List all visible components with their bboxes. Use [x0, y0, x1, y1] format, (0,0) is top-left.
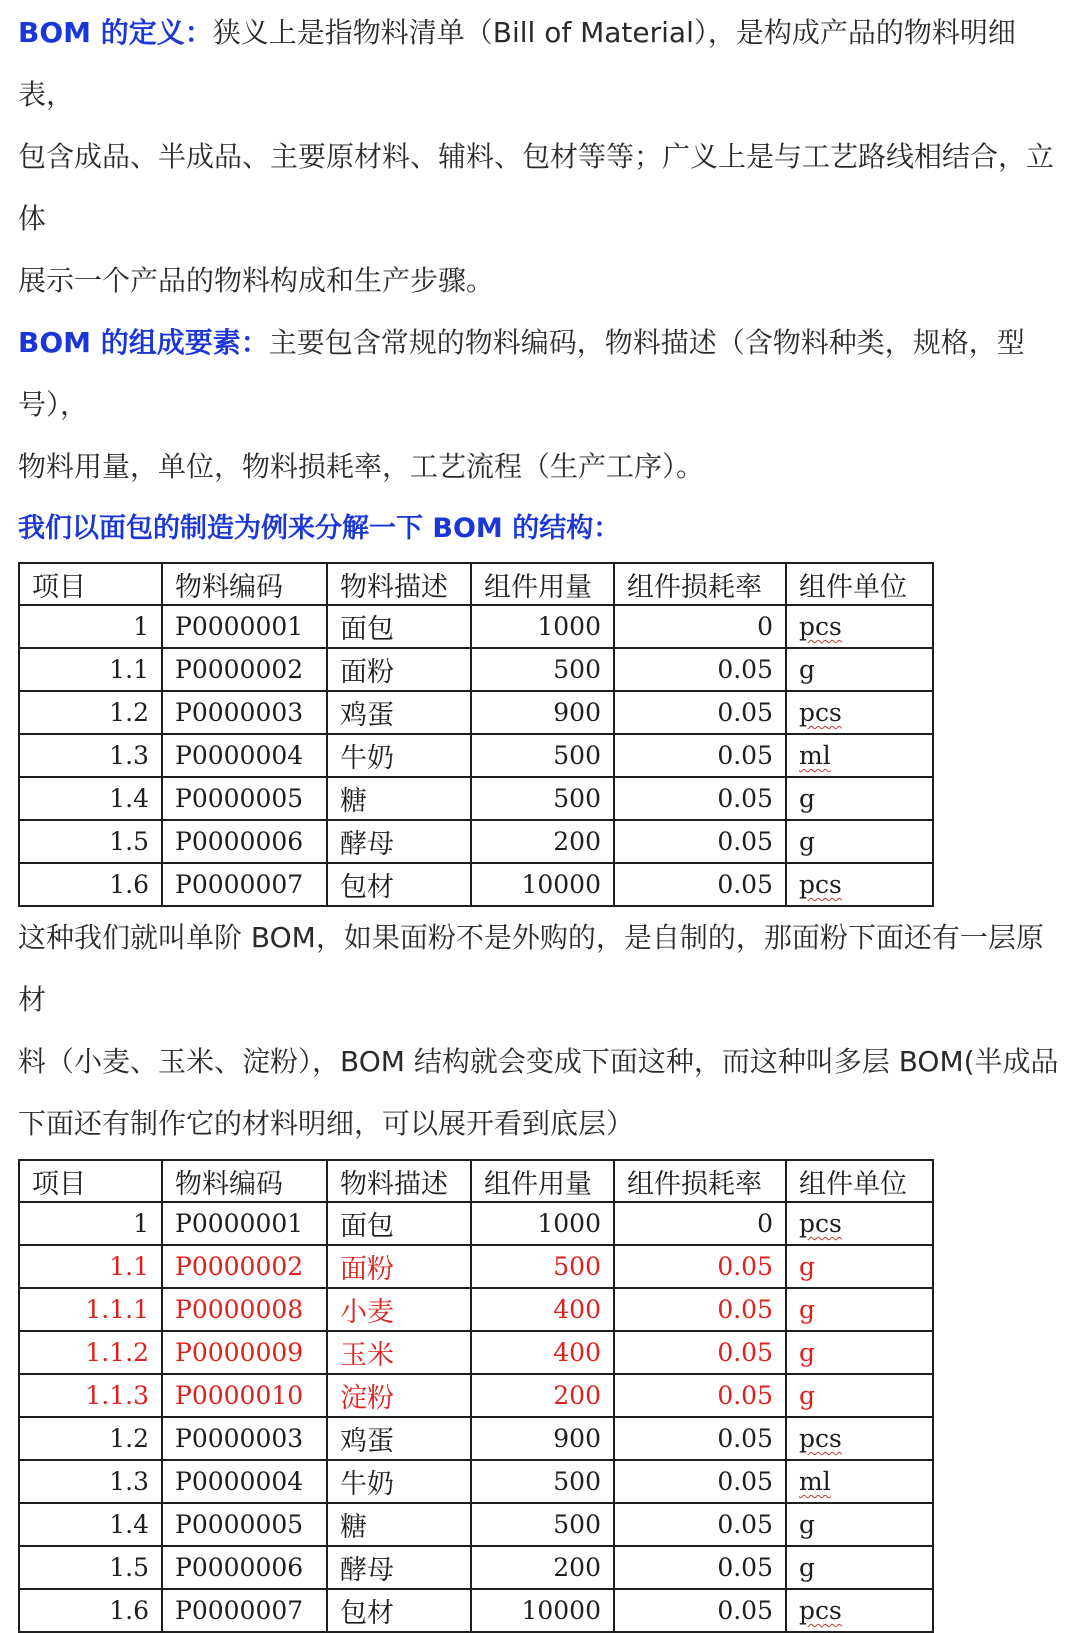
document-page: [18, 0, 1068, 1633]
cell-code-text: P0000002: [175, 655, 304, 684]
cell-unit-text: ml: [799, 1467, 831, 1496]
cell-desc: [327, 605, 471, 648]
cell-unit: [786, 1331, 933, 1374]
cell-unit: [786, 691, 933, 734]
multi-level-bom-table: [18, 1159, 934, 1633]
cell-item-text: 1.4: [109, 784, 149, 813]
cell-loss-text: 0.05: [717, 1295, 773, 1324]
definition-label: BOM 的定义：: [18, 16, 213, 49]
cell-qty: [471, 1460, 614, 1503]
cell-item-text: 1.6: [109, 1596, 149, 1625]
elements-label: BOM 的组成要素：: [18, 326, 269, 359]
table-row: [19, 1288, 933, 1331]
cell-qty-text: 1000: [537, 1209, 601, 1238]
cell-unit-text: pcs: [799, 612, 842, 641]
cell-unit: [786, 734, 933, 777]
table-row: [19, 691, 933, 734]
cell-code-text: P0000007: [175, 1596, 304, 1625]
cell-qty: [471, 734, 614, 777]
cell-desc: [327, 1460, 471, 1503]
cell-loss: [614, 1202, 786, 1245]
cell-qty-text: 10000: [521, 870, 601, 899]
cell-qty-text: 200: [553, 827, 601, 856]
cell-loss-text: 0: [757, 612, 773, 641]
cell-item-text: 1.1.2: [85, 1338, 149, 1367]
cell-qty: [471, 820, 614, 863]
header-desc: 物料描述: [327, 1160, 471, 1202]
table-row: [19, 734, 933, 777]
cell-qty: [471, 648, 614, 691]
cell-item: [19, 1460, 162, 1503]
cell-desc: [327, 1589, 471, 1632]
cell-qty: [471, 1417, 614, 1460]
cell-item-text: 1.2: [109, 1424, 149, 1453]
cell-loss-text: 0.05: [717, 698, 773, 727]
cell-code-text: P0000003: [175, 1424, 304, 1453]
cell-desc-text: 鸡蛋: [340, 700, 394, 731]
cell-unit-text: g: [799, 655, 816, 684]
multi-level-line-2: 料（小麦、玉米、淀粉），BOM 结构就会变成下面这种，而这种叫多层 BOM(半成品: [18, 1045, 1059, 1078]
cell-desc: [327, 1374, 471, 1417]
cell-loss: [614, 1245, 786, 1288]
cell-loss: [614, 777, 786, 820]
cell-loss: [614, 734, 786, 777]
cell-item: [19, 1288, 162, 1331]
cell-desc-text: 面包: [340, 614, 394, 645]
cell-unit-text: pcs: [799, 1209, 842, 1238]
cell-item-text: 1.2: [109, 698, 149, 727]
cell-code: [162, 1288, 327, 1331]
cell-desc-text: 鸡蛋: [340, 1426, 394, 1457]
cell-loss-text: 0.05: [717, 827, 773, 856]
cell-code: [162, 691, 327, 734]
cell-desc: [327, 1245, 471, 1288]
cell-code: [162, 648, 327, 691]
cell-desc: [327, 648, 471, 691]
cell-qty: [471, 1245, 614, 1288]
cell-desc-text: 面粉: [340, 1254, 394, 1285]
table-row: [19, 1202, 933, 1245]
cell-desc-text: 牛奶: [340, 1469, 394, 1500]
cell-unit: [786, 648, 933, 691]
cell-qty-text: 400: [553, 1295, 601, 1324]
cell-code: [162, 1374, 327, 1417]
cell-code: [162, 1245, 327, 1288]
cell-qty-text: 500: [553, 741, 601, 770]
cell-unit: [786, 863, 933, 906]
cell-desc: [327, 1546, 471, 1589]
cell-qty-text: 10000: [521, 1596, 601, 1625]
cell-loss-text: 0.05: [717, 784, 773, 813]
header-unit: 组件单位: [786, 563, 933, 605]
cell-item: [19, 691, 162, 734]
single-level-bom-table: [18, 562, 934, 907]
cell-loss: [614, 1331, 786, 1374]
multi-level-line-3: 下面还有制作它的材料明细，可以展开看到底层）: [18, 1107, 635, 1140]
cell-desc: [327, 820, 471, 863]
example-heading: 我们以面包的制造为例来分解一下 BOM 的结构：: [18, 513, 621, 544]
table-row: [19, 1374, 933, 1417]
cell-code: [162, 1331, 327, 1374]
cell-code-text: P0000009: [175, 1338, 304, 1367]
cell-qty: [471, 1374, 614, 1417]
cell-loss: [614, 820, 786, 863]
cell-unit-text: g: [799, 827, 816, 856]
cell-unit: [786, 1460, 933, 1503]
cell-unit: [786, 605, 933, 648]
cell-desc-text: 面粉: [340, 657, 394, 688]
cell-loss-text: 0.05: [717, 1553, 773, 1582]
cell-item-text: 1.1: [109, 655, 149, 684]
cell-qty: [471, 1546, 614, 1589]
cell-loss: [614, 1288, 786, 1331]
cell-item-text: 1.5: [109, 827, 149, 856]
cell-code: [162, 1589, 327, 1632]
cell-loss: [614, 1589, 786, 1632]
cell-item: [19, 734, 162, 777]
cell-item-text: 1.3: [109, 1467, 149, 1496]
cell-code-text: P0000001: [175, 1209, 304, 1238]
cell-item-text: 1.1: [109, 1252, 149, 1281]
cell-unit-text: g: [799, 1338, 816, 1367]
cell-loss-text: 0.05: [717, 1252, 773, 1281]
cell-loss: [614, 863, 786, 906]
header-unit: 组件单位: [786, 1160, 933, 1202]
cell-qty-text: 200: [553, 1381, 601, 1410]
cell-desc: [327, 734, 471, 777]
table-row: [19, 820, 933, 863]
cell-item: [19, 1202, 162, 1245]
cell-item: [19, 1546, 162, 1589]
cell-code-text: P0000005: [175, 1510, 304, 1539]
cell-unit-text: pcs: [799, 1596, 842, 1625]
cell-code: [162, 1460, 327, 1503]
cell-unit-text: g: [799, 784, 816, 813]
multi-level-line-1: 这种我们就叫单阶 BOM，如果面粉不是外购的，是自制的，那面粉下面还有一层原材: [18, 921, 1044, 1016]
cell-desc: [327, 1288, 471, 1331]
cell-desc: [327, 863, 471, 906]
cell-item-text: 1: [133, 1209, 149, 1238]
table-header-row: [19, 563, 933, 605]
cell-item: [19, 648, 162, 691]
cell-qty-text: 900: [553, 1424, 601, 1453]
cell-code: [162, 1417, 327, 1460]
cell-desc-text: 小麦: [340, 1297, 394, 1328]
cell-unit-text: g: [799, 1553, 816, 1582]
cell-qty: [471, 1331, 614, 1374]
cell-code-text: P0000006: [175, 827, 304, 856]
table-row: [19, 605, 933, 648]
cell-code-text: P0000008: [175, 1295, 304, 1324]
cell-loss-text: 0.05: [717, 1381, 773, 1410]
table-row: [19, 1503, 933, 1546]
elements-text-1: 主要包含常规的物料编码，物料描述（含物料种类，规格，型号），: [18, 326, 1025, 421]
cell-qty: [471, 863, 614, 906]
cell-qty: [471, 691, 614, 734]
cell-code: [162, 863, 327, 906]
cell-qty: [471, 777, 614, 820]
cell-code: [162, 605, 327, 648]
cell-loss: [614, 1417, 786, 1460]
cell-code-text: P0000006: [175, 1553, 304, 1582]
cell-code-text: P0000007: [175, 870, 304, 899]
cell-qty-text: 400: [553, 1338, 601, 1367]
cell-desc: [327, 1503, 471, 1546]
cell-item: [19, 1417, 162, 1460]
cell-unit: [786, 1288, 933, 1331]
cell-desc: [327, 777, 471, 820]
cell-loss-text: 0.05: [717, 1596, 773, 1625]
cell-unit: [786, 1589, 933, 1632]
cell-unit: [786, 1417, 933, 1460]
cell-loss: [614, 648, 786, 691]
header-code: 物料编码: [162, 1160, 327, 1202]
definition-text-1: 狭义上是指物料清单（Bill of Material），是构成产品的物料明细表，: [18, 16, 1016, 111]
definition-line-3: 展示一个产品的物料构成和生产步骤。: [18, 264, 495, 297]
cell-unit-text: g: [799, 1381, 816, 1410]
cell-item-text: 1.1.1: [85, 1295, 149, 1324]
cell-qty-text: 500: [553, 1467, 601, 1496]
cell-unit-text: g: [799, 1510, 816, 1539]
table-row: [19, 1589, 933, 1632]
cell-unit: [786, 1503, 933, 1546]
cell-qty-text: 500: [553, 1252, 601, 1281]
table-row: [19, 777, 933, 820]
cell-item-text: 1.6: [109, 870, 149, 899]
cell-item: [19, 1503, 162, 1546]
cell-code-text: P0000004: [175, 741, 304, 770]
cell-code: [162, 734, 327, 777]
cell-loss-text: 0.05: [717, 1424, 773, 1453]
cell-item-text: 1.3: [109, 741, 149, 770]
cell-code: [162, 1503, 327, 1546]
cell-code: [162, 1202, 327, 1245]
cell-qty-text: 900: [553, 698, 601, 727]
elements-line-2: 物料用量，单位，物料损耗率，工艺流程（生产工序）。: [18, 450, 705, 483]
cell-unit-text: g: [799, 1295, 816, 1324]
cell-loss: [614, 1460, 786, 1503]
cell-item-text: 1.1.3: [85, 1381, 149, 1410]
cell-unit: [786, 1245, 933, 1288]
definition-line-2: 包含成品、半成品、主要原材料、辅料、包材等等；广义上是与工艺路线相结合，立体: [18, 140, 1055, 235]
cell-qty: [471, 605, 614, 648]
cell-qty-text: 200: [553, 1553, 601, 1582]
cell-unit: [786, 820, 933, 863]
cell-code-text: P0000010: [175, 1381, 304, 1410]
header-code: 物料编码: [162, 563, 327, 605]
table-row: [19, 1460, 933, 1503]
table-row: [19, 1417, 933, 1460]
cell-item: [19, 1374, 162, 1417]
cell-unit: [786, 777, 933, 820]
table-row: [19, 1546, 933, 1589]
cell-qty: [471, 1202, 614, 1245]
cell-item: [19, 820, 162, 863]
table-header-row: [19, 1160, 933, 1202]
cell-code: [162, 1546, 327, 1589]
cell-desc: [327, 691, 471, 734]
cell-unit-text: pcs: [799, 870, 842, 899]
cell-desc-text: 淀粉: [340, 1383, 394, 1414]
cell-qty-text: 500: [553, 1510, 601, 1539]
header-qty: 组件用量: [471, 1160, 614, 1202]
cell-qty: [471, 1589, 614, 1632]
cell-item: [19, 1589, 162, 1632]
cell-unit-text: pcs: [799, 698, 842, 727]
table-row: [19, 863, 933, 906]
cell-item-text: 1.5: [109, 1553, 149, 1582]
cell-desc: [327, 1202, 471, 1245]
cell-desc-text: 包材: [340, 1598, 394, 1629]
cell-code-text: P0000005: [175, 784, 304, 813]
cell-unit-text: ml: [799, 741, 831, 770]
table-row: [19, 648, 933, 691]
cell-desc-text: 糖: [340, 786, 367, 817]
cell-desc-text: 酵母: [340, 829, 394, 860]
cell-code: [162, 777, 327, 820]
cell-item: [19, 863, 162, 906]
cell-desc-text: 玉米: [340, 1340, 394, 1371]
cell-loss-text: 0.05: [717, 1510, 773, 1539]
cell-item: [19, 1245, 162, 1288]
cell-item-text: 1.4: [109, 1510, 149, 1539]
cell-code-text: P0000001: [175, 612, 304, 641]
cell-item: [19, 605, 162, 648]
definition-line-1: [18, 2, 1068, 126]
cell-desc: [327, 1331, 471, 1374]
cell-unit: [786, 1374, 933, 1417]
cell-loss: [614, 691, 786, 734]
cell-loss-text: 0.05: [717, 655, 773, 684]
elements-line-1: [18, 312, 1068, 436]
cell-code-text: P0000003: [175, 698, 304, 727]
cell-desc-text: 牛奶: [340, 743, 394, 774]
cell-code-text: P0000004: [175, 1467, 304, 1496]
cell-qty-text: 1000: [537, 612, 601, 641]
cell-item: [19, 1331, 162, 1374]
cell-loss-text: 0.05: [717, 741, 773, 770]
header-item: 项目: [19, 1160, 162, 1202]
cell-desc-text: 酵母: [340, 1555, 394, 1586]
cell-loss: [614, 1374, 786, 1417]
cell-loss-text: 0.05: [717, 1338, 773, 1367]
cell-unit: [786, 1546, 933, 1589]
cell-unit-text: g: [799, 1252, 816, 1281]
cell-code: [162, 820, 327, 863]
cell-unit-text: pcs: [799, 1424, 842, 1453]
cell-loss: [614, 1546, 786, 1589]
cell-loss-text: 0.05: [717, 1467, 773, 1496]
cell-loss: [614, 1503, 786, 1546]
table-row: [19, 1245, 933, 1288]
cell-qty: [471, 1503, 614, 1546]
cell-item: [19, 777, 162, 820]
cell-item-text: 1: [133, 612, 149, 641]
cell-desc-text: 面包: [340, 1211, 394, 1242]
cell-unit: [786, 1202, 933, 1245]
header-loss: 组件损耗率: [614, 563, 786, 605]
cell-code-text: P0000002: [175, 1252, 304, 1281]
cell-qty-text: 500: [553, 784, 601, 813]
header-qty: 组件用量: [471, 563, 614, 605]
table-row: [19, 1331, 933, 1374]
cell-loss-text: 0: [757, 1209, 773, 1238]
header-desc: 物料描述: [327, 563, 471, 605]
cell-desc: [327, 1417, 471, 1460]
cell-desc-text: 糖: [340, 1512, 367, 1543]
cell-qty-text: 500: [553, 655, 601, 684]
cell-loss: [614, 605, 786, 648]
cell-loss-text: 0.05: [717, 870, 773, 899]
cell-qty: [471, 1288, 614, 1331]
cell-desc-text: 包材: [340, 872, 394, 903]
header-loss: 组件损耗率: [614, 1160, 786, 1202]
header-item: 项目: [19, 563, 162, 605]
